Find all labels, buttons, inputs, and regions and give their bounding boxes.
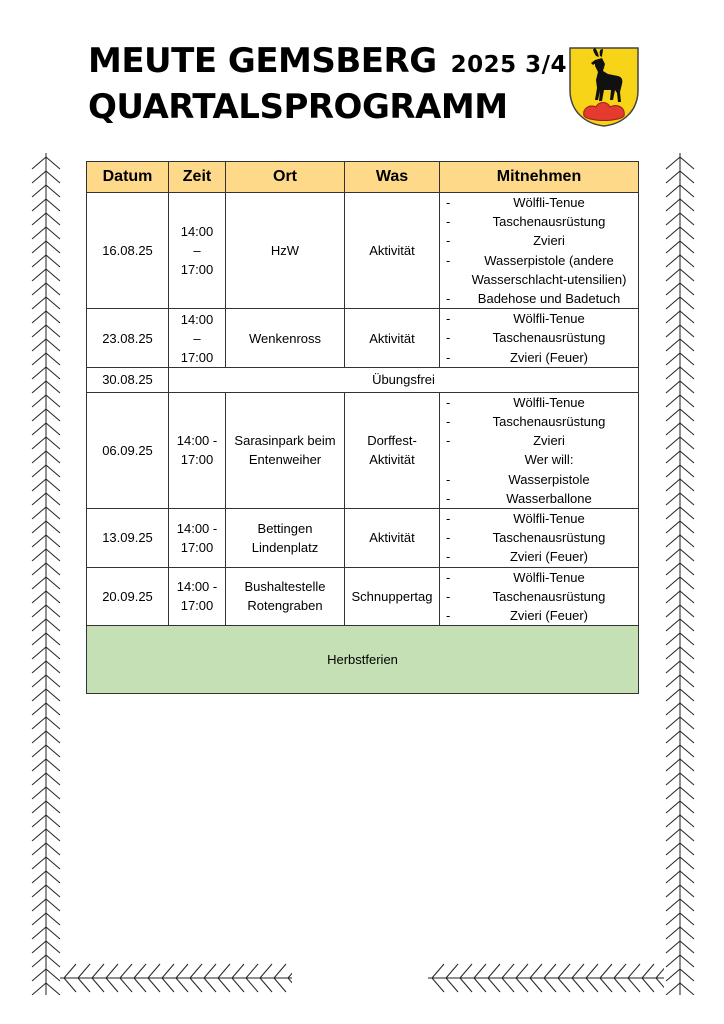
cell-zeit (169, 193, 226, 309)
zeit-line: 14:00 (180, 224, 214, 240)
mitnehmen-list (446, 309, 632, 367)
title-main: MEUTE GEMSBERG (88, 41, 437, 81)
cell-datum: 30.08.25 (87, 367, 169, 392)
holiday-row (87, 626, 639, 694)
zeit-line: 17:00 (180, 598, 214, 614)
mitnehmen-item: - Zvieri (446, 231, 632, 250)
cell-was: Aktivität (345, 193, 440, 309)
mitnehmen-item: - Zvieri (Feuer) (446, 606, 632, 625)
cell-mitnehmen (440, 309, 639, 368)
mitnehmen-item: - Wölfli-Tenue (446, 393, 632, 412)
cell-was: Aktivität (345, 509, 440, 568)
cell-datum: 06.09.25 (87, 392, 169, 508)
mitnehmen-item: - Wölfli-Tenue (446, 568, 632, 587)
program-table (86, 161, 639, 694)
mitnehmen-item: - Wölfli-Tenue (446, 309, 632, 328)
mitnehmen-item: - Wasserpistole (446, 470, 632, 489)
column-header-datum: Datum (87, 162, 169, 193)
cell-ort: HzW (226, 193, 345, 309)
mitnehmen-item: - Taschenausrüstung (446, 528, 632, 547)
cell-datum: 13.09.25 (87, 509, 169, 568)
table-row (87, 567, 639, 626)
zeit-line: 14:00 - (176, 433, 218, 449)
table-row (87, 309, 639, 368)
title-line-2: QUARTALSPROGRAMM (88, 87, 508, 127)
mitnehmen-item: - Taschenausrüstung (446, 328, 632, 347)
cell-mitnehmen (440, 567, 639, 626)
cell-was: Aktivität (345, 309, 440, 368)
title-line-1 (88, 40, 567, 86)
bottom-left-herringbone-border (60, 962, 292, 994)
table-row (87, 392, 639, 508)
cell-datum: 20.09.25 (87, 567, 169, 626)
title-year-quarter: 2025 3/4 (450, 52, 568, 78)
table-header-row (87, 162, 639, 193)
mitnehmen-item: - Wölfli-Tenue (446, 509, 632, 528)
cell-zeit (169, 567, 226, 626)
cell-mitnehmen (440, 193, 639, 309)
mitnehmen-list (446, 193, 632, 308)
cell-ort: Bushaltestelle Rotengraben (226, 567, 345, 626)
mitnehmen-list (446, 568, 632, 626)
table-row (87, 509, 639, 568)
mitnehmen-item: - Taschenausrüstung (446, 412, 632, 431)
mitnehmen-list (446, 393, 632, 508)
zeit-line: 14:00 - (176, 520, 218, 536)
zeit-line: 14:00 (180, 311, 214, 327)
cell-mitnehmen (440, 509, 639, 568)
cell-zeit (169, 392, 226, 508)
mitnehmen-item: - Taschenausrüstung (446, 587, 632, 606)
column-header-ort: Ort (226, 162, 345, 193)
chamois-crest-icon (568, 46, 640, 128)
cell-datum: 16.08.25 (87, 193, 169, 309)
cell-zeit (169, 309, 226, 368)
mitnehmen-item: Wer will: (524, 452, 574, 468)
zeit-line: 14:00 - (176, 579, 218, 595)
holiday-cell: Herbstferien (87, 626, 639, 694)
cell-mitnehmen (440, 392, 639, 508)
column-header-mitnehmen: Mitnehmen (440, 162, 639, 193)
right-herringbone-border (664, 153, 696, 995)
mitnehmen-item: - Zvieri (Feuer) (446, 348, 632, 367)
table-row (87, 193, 639, 309)
column-header-zeit: Zeit (169, 162, 226, 193)
zeit-line: 17:00 (180, 539, 214, 555)
mitnehmen-item: - Wasserpistole (andere Wasserschlacht-utensilien) (446, 251, 632, 289)
mitnehmen-item: - Zvieri (446, 431, 632, 450)
mitnehmen-item: - Badehose und Badetuch (446, 289, 632, 308)
zeit-line: 17:00 (180, 262, 214, 278)
zeit-line: – (193, 330, 201, 346)
left-herringbone-border (30, 153, 62, 995)
cell-span-note: Übungsfrei (169, 367, 639, 392)
cell-was: Schnuppertag (345, 567, 440, 626)
page-title (88, 40, 567, 128)
zeit-line: 17:00 (180, 349, 214, 365)
mitnehmen-item: - Wölfli-Tenue (446, 193, 632, 212)
table-row (87, 367, 639, 392)
bottom-right-herringbone-border (428, 962, 664, 994)
cell-was: Dorffest-Aktivität (345, 392, 440, 508)
cell-ort: Sarasinpark beim Entenweiher (226, 392, 345, 508)
mitnehmen-list (446, 509, 632, 567)
zeit-line: – (193, 243, 201, 259)
column-header-was: Was (345, 162, 440, 193)
cell-zeit (169, 509, 226, 568)
mitnehmen-item: - Zvieri (Feuer) (446, 547, 632, 566)
mitnehmen-item: - Wasserballone (446, 489, 632, 508)
mitnehmen-item: - Taschenausrüstung (446, 212, 632, 231)
cell-ort: Wenkenross (226, 309, 345, 368)
zeit-line: 17:00 (180, 452, 214, 468)
cell-datum: 23.08.25 (87, 309, 169, 368)
cell-ort: Bettingen Lindenplatz (226, 509, 345, 568)
